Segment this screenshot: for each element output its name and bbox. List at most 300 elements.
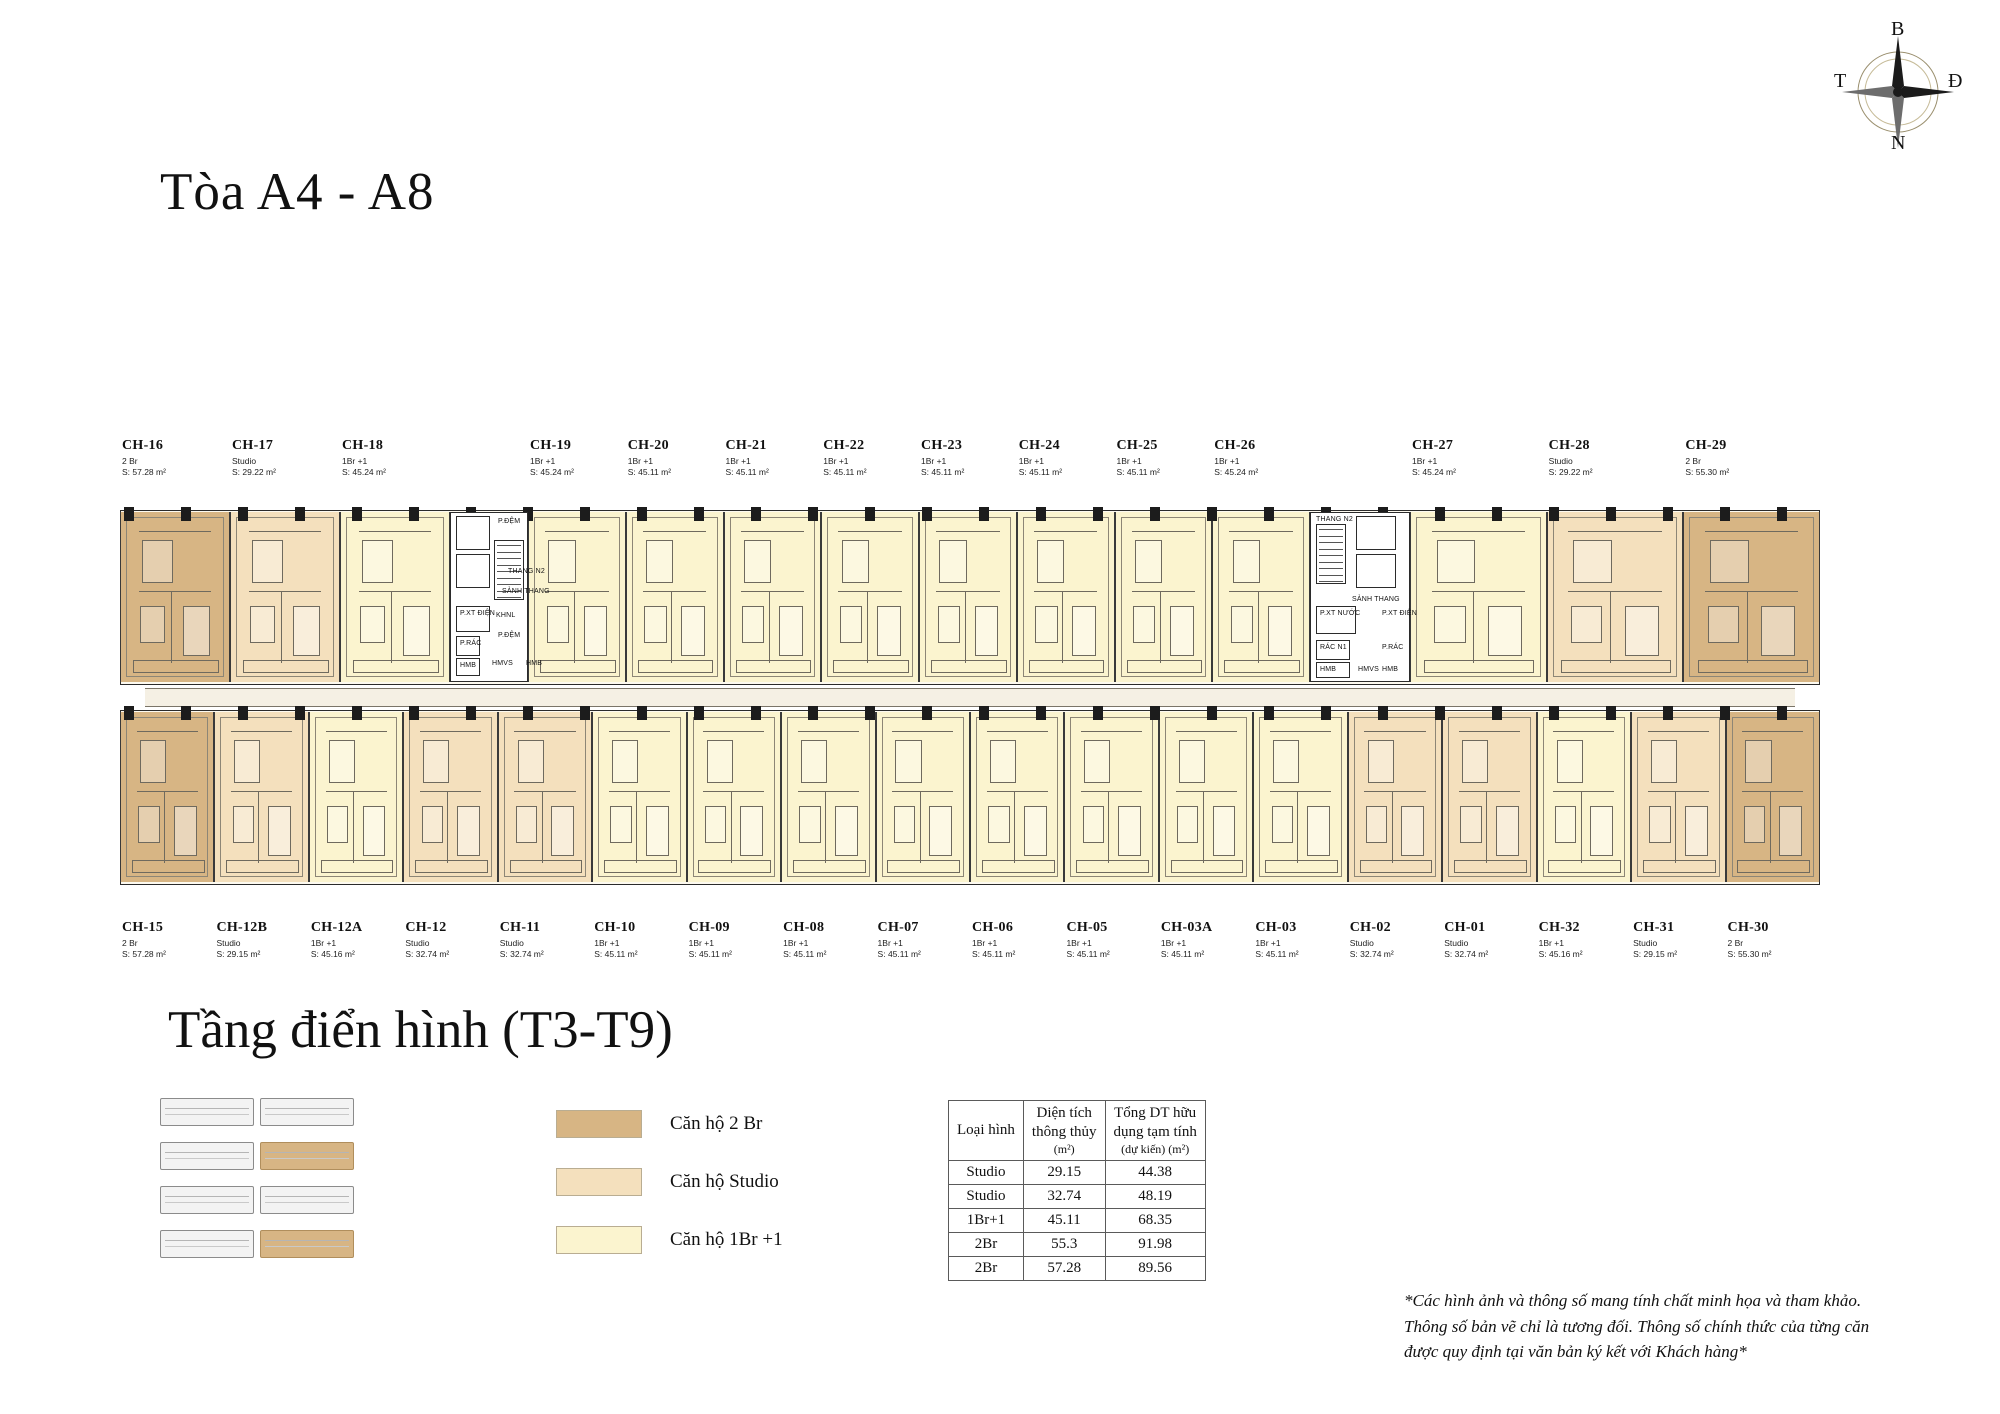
unit-outline xyxy=(126,517,224,677)
header-line: dụng tạm tính xyxy=(1113,1123,1197,1140)
unit-cell-ch-29[interactable] xyxy=(1683,512,1820,682)
key-plan-block-highlighted[interactable] xyxy=(260,1142,354,1170)
unit-cell-ch-30[interactable] xyxy=(1726,712,1820,882)
balcony-area xyxy=(1424,660,1534,673)
unit-cell-ch-06[interactable] xyxy=(970,712,1064,882)
bedroom-area xyxy=(1135,540,1162,583)
unit-outline xyxy=(126,717,208,877)
partition-wall xyxy=(741,591,805,592)
legend-label-2br: Căn hộ 2 Br xyxy=(670,1113,763,1134)
partition-wall xyxy=(545,591,609,592)
unit-outline xyxy=(504,717,586,877)
unit-type: 1Br +1 xyxy=(1160,938,1187,948)
unit-cell-ch-24[interactable] xyxy=(1017,512,1115,682)
legend-item xyxy=(556,1168,783,1196)
unit-cell-ch-21[interactable] xyxy=(724,512,822,682)
structural-pillar xyxy=(1435,706,1445,720)
partition-wall xyxy=(231,731,292,732)
unit-outline xyxy=(827,517,913,677)
structural-pillar xyxy=(238,507,248,521)
structural-pillar xyxy=(1093,507,1103,521)
balcony-area xyxy=(1643,860,1716,873)
unit-cell-ch-18[interactable] xyxy=(340,512,450,682)
bedroom-area xyxy=(1368,740,1394,783)
structural-pillar xyxy=(979,706,989,720)
unit-cell-ch-19[interactable] xyxy=(528,512,626,682)
bedroom-area xyxy=(1710,540,1749,583)
left-stair-label: THANG N2 xyxy=(508,568,545,575)
bathroom-area xyxy=(835,806,858,855)
unit-cell-ch-12[interactable] xyxy=(403,712,497,882)
bedroom-area xyxy=(234,740,260,783)
structural-pillar xyxy=(523,706,533,720)
key-plan-block-highlighted[interactable] xyxy=(260,1230,354,1258)
left-elevator-2 xyxy=(456,554,490,588)
unit-type: Studio xyxy=(1444,938,1469,948)
structural-pillar xyxy=(181,507,191,521)
structural-pillar xyxy=(637,706,647,720)
bathroom-area xyxy=(293,606,320,655)
key-plan-tick xyxy=(165,1196,249,1197)
right-elevator-2 xyxy=(1356,554,1396,588)
unit-cell-ch-03a[interactable] xyxy=(1159,712,1253,882)
kitchen-area xyxy=(1035,606,1057,643)
unit-cell-ch-16[interactable] xyxy=(120,512,230,682)
structural-pillar xyxy=(1663,507,1673,521)
kitchen-area xyxy=(894,806,915,843)
partition-wall xyxy=(1081,731,1142,732)
key-plan-row xyxy=(160,1230,360,1256)
structural-pillar xyxy=(1492,706,1502,720)
unit-type: 1Br +1 xyxy=(1412,456,1438,466)
bathroom-area xyxy=(1268,606,1292,655)
key-plan-tick xyxy=(265,1158,349,1159)
structural-pillar xyxy=(409,706,419,720)
kitchen-area xyxy=(938,606,960,643)
structural-pillar xyxy=(352,507,362,521)
partition-wall xyxy=(609,791,670,792)
cell-net-area: 29.15 xyxy=(1023,1160,1105,1184)
unit-area: S: 45.11 m² xyxy=(1066,949,1110,959)
balcony-area xyxy=(243,660,329,673)
partition-wall xyxy=(936,531,1000,532)
bathroom-area xyxy=(929,806,952,855)
unit-cell-ch-11[interactable] xyxy=(498,712,592,882)
key-plan-block[interactable] xyxy=(260,1186,354,1214)
partition-wall xyxy=(965,591,966,664)
unit-cell-ch-12b[interactable] xyxy=(214,712,308,882)
unit-cell-ch-28[interactable] xyxy=(1547,512,1684,682)
legend-swatch-studio xyxy=(556,1168,642,1196)
legend xyxy=(556,1110,783,1284)
structural-pillar xyxy=(1207,706,1217,720)
structural-pillar xyxy=(466,706,476,720)
right-stair xyxy=(1316,524,1346,584)
unit-code: CH-27 xyxy=(1412,438,1454,453)
balcony-area xyxy=(887,860,960,873)
unit-type: 2 Br xyxy=(1727,938,1744,948)
unit-area: S: 45.11 m² xyxy=(877,949,921,959)
structural-pillar xyxy=(1150,507,1160,521)
kitchen-area xyxy=(1744,806,1765,843)
partition-wall xyxy=(643,531,707,532)
unit-cell-ch-10[interactable] xyxy=(592,712,686,882)
key-plan-block[interactable] xyxy=(160,1142,254,1170)
central-corridor xyxy=(145,688,1795,707)
structural-pillar xyxy=(1435,507,1445,521)
structural-pillar xyxy=(922,706,932,720)
unit-code: CH-11 xyxy=(499,920,541,935)
structural-pillar xyxy=(1663,706,1673,720)
structural-pillar xyxy=(694,507,704,521)
bedroom-area xyxy=(362,540,393,583)
bathroom-area xyxy=(1307,806,1330,855)
bedroom-area xyxy=(1573,540,1612,583)
right-prac-label: P.RÁC xyxy=(1382,644,1404,651)
kitchen-area xyxy=(840,606,862,643)
unit-cell-ch-31[interactable] xyxy=(1631,712,1725,882)
unit-type: 1Br +1 xyxy=(627,456,654,466)
structural-pillar xyxy=(1549,706,1559,720)
bedroom-area xyxy=(1437,540,1476,583)
unit-outline xyxy=(632,517,718,677)
partition-wall xyxy=(249,591,322,592)
key-plan-tick xyxy=(165,1114,249,1115)
bathroom-area xyxy=(584,606,608,655)
bedroom-area xyxy=(140,740,166,783)
unit-label-ch-30 xyxy=(1728,920,1838,959)
balcony-area xyxy=(604,860,677,873)
partition-wall xyxy=(514,731,575,732)
unit-code: CH-26 xyxy=(1214,438,1256,453)
unit-cell-ch-09[interactable] xyxy=(687,712,781,882)
table-row xyxy=(949,1256,1206,1280)
unit-outline xyxy=(1023,517,1109,677)
partition-wall xyxy=(281,591,282,664)
structural-pillar xyxy=(1036,507,1046,521)
structural-pillar xyxy=(238,706,248,720)
unit-area: S: 45.11 m² xyxy=(1160,949,1205,959)
unit-type: 1Br +1 xyxy=(1116,456,1142,466)
bathroom-area xyxy=(174,806,197,855)
kitchen-area xyxy=(1083,806,1104,843)
structural-pillar xyxy=(1093,706,1103,720)
unit-cell-ch-23[interactable] xyxy=(919,512,1017,682)
key-plan xyxy=(160,1098,360,1278)
kitchen-area xyxy=(610,806,631,843)
kitchen-area xyxy=(250,606,275,643)
bathroom-area xyxy=(551,806,574,855)
unit-code: CH-07 xyxy=(877,920,919,935)
kitchen-area xyxy=(327,806,348,843)
partition-wall xyxy=(139,531,212,532)
unit-area: S: 32.74 m² xyxy=(1444,949,1489,959)
partition-wall xyxy=(1648,791,1709,792)
partition-wall xyxy=(137,791,198,792)
unit-code: CH-22 xyxy=(823,438,865,453)
left-khnl-label: KHNL xyxy=(496,612,516,619)
unit-type: Studio xyxy=(1548,456,1573,466)
structural-pillar xyxy=(694,706,704,720)
unit-label-ch-17 xyxy=(232,438,342,477)
bathroom-area xyxy=(1488,606,1522,655)
partition-wall xyxy=(1459,731,1520,732)
unit-type: 1Br +1 xyxy=(1538,938,1564,948)
key-plan-row xyxy=(160,1098,360,1124)
bathroom-area xyxy=(877,606,901,655)
unit-cell-ch-05[interactable] xyxy=(1064,712,1158,882)
unit-area: S: 45.11 m² xyxy=(823,467,867,477)
kitchen-area xyxy=(644,606,666,643)
right-elevator-1 xyxy=(1356,516,1396,550)
unit-type: 1Br +1 xyxy=(725,456,751,466)
partition-wall xyxy=(1581,791,1582,864)
kitchen-area xyxy=(547,606,569,643)
partition-wall xyxy=(1392,791,1393,864)
unit-labels-bottom xyxy=(0,920,2000,980)
unit-type: Studio xyxy=(216,938,241,948)
kitchen-area xyxy=(1708,606,1739,643)
structural-pillar xyxy=(1549,507,1559,521)
unit-area: S: 57.28 m² xyxy=(122,949,166,959)
balcony-area xyxy=(1454,860,1527,873)
right-lobby-label: SẢNH THANG xyxy=(1352,596,1400,603)
key-plan-block[interactable] xyxy=(160,1230,254,1258)
unit-outline xyxy=(346,517,444,677)
partition-wall xyxy=(1176,791,1237,792)
partition-wall xyxy=(171,591,172,664)
key-plan-tick xyxy=(165,1152,249,1153)
kitchen-area xyxy=(1231,606,1253,643)
structural-pillar xyxy=(1606,507,1616,521)
unit-type: 1Br +1 xyxy=(972,938,998,948)
unit-type: 1Br +1 xyxy=(823,456,849,466)
balcony-area xyxy=(736,660,812,673)
partition-wall xyxy=(1364,731,1425,732)
structural-pillar xyxy=(751,706,761,720)
unit-cell-ch-12a[interactable] xyxy=(309,712,403,882)
bedroom-area xyxy=(1651,740,1677,783)
key-plan-block[interactable] xyxy=(160,1186,254,1214)
floor-plan-drawing xyxy=(120,510,1820,910)
unit-code: CH-08 xyxy=(783,920,825,935)
partition-wall xyxy=(1364,791,1425,792)
kitchen-area xyxy=(138,806,159,843)
unit-cell-ch-03[interactable] xyxy=(1253,712,1347,882)
unit-area: S: 32.74 m² xyxy=(499,949,544,959)
kitchen-area xyxy=(1555,806,1576,843)
header-line: (dự kiến) (m²) xyxy=(1121,1141,1190,1156)
cell-type: 1Br+1 xyxy=(949,1208,1024,1232)
unit-outline xyxy=(1218,517,1304,677)
unit-area: S: 45.16 m² xyxy=(310,949,355,959)
key-plan-block[interactable] xyxy=(160,1098,254,1126)
unit-area: S: 29.15 m² xyxy=(1633,949,1678,959)
balcony-area xyxy=(1029,660,1105,673)
partition-wall xyxy=(391,591,392,664)
partition-wall xyxy=(1132,531,1196,532)
unit-cell-ch-26[interactable] xyxy=(1212,512,1310,682)
partition-wall xyxy=(1034,591,1098,592)
structural-pillar xyxy=(580,507,590,521)
unit-outline xyxy=(1637,717,1719,877)
unit-code: CH-12A xyxy=(310,920,363,935)
unit-outline xyxy=(1259,717,1341,877)
bedroom-area xyxy=(518,740,544,783)
bathroom-area xyxy=(1024,806,1047,855)
cell-net-area: 57.28 xyxy=(1023,1256,1105,1280)
table-header-total-area xyxy=(1105,1101,1205,1161)
unit-outline xyxy=(598,717,680,877)
partition-wall xyxy=(359,591,432,592)
bedroom-area xyxy=(1745,740,1771,783)
unit-label-ch-24 xyxy=(1019,438,1129,477)
partition-wall xyxy=(731,791,732,864)
compass-label-south: N xyxy=(1891,132,1906,154)
partition-wall xyxy=(838,531,902,532)
key-plan-block[interactable] xyxy=(260,1098,354,1126)
area-spec-table xyxy=(948,1100,1206,1281)
unit-type: 1Br +1 xyxy=(310,938,337,948)
structural-pillar xyxy=(1777,706,1787,720)
unit-type: 1Br +1 xyxy=(783,938,809,948)
unit-outline xyxy=(1354,717,1436,877)
partition-wall xyxy=(1432,531,1525,532)
partition-wall xyxy=(545,531,609,532)
partition-wall xyxy=(1062,591,1063,664)
partition-wall xyxy=(1473,591,1474,664)
bathroom-area xyxy=(1170,606,1194,655)
kitchen-area xyxy=(1272,806,1293,843)
balcony-area xyxy=(1698,660,1808,673)
partition-wall xyxy=(703,791,764,792)
unit-outline xyxy=(925,517,1011,677)
floor-title: Tầng điển hình (T3-T9) xyxy=(168,1001,673,1059)
bathroom-area xyxy=(1779,806,1802,855)
partition-wall xyxy=(1568,591,1661,592)
partition-wall xyxy=(1553,791,1614,792)
unit-type: 1Br +1 xyxy=(921,456,947,466)
unit-cell-ch-25[interactable] xyxy=(1115,512,1213,682)
partition-wall xyxy=(936,591,1000,592)
structural-pillar xyxy=(1777,507,1787,521)
unit-code: CH-19 xyxy=(530,438,572,453)
legend-item xyxy=(556,1226,783,1254)
unit-cell-ch-22[interactable] xyxy=(821,512,919,682)
unit-area: S: 29.15 m² xyxy=(216,949,261,959)
bathroom-area xyxy=(1590,806,1613,855)
right-hmb-label: HMB xyxy=(1320,666,1337,673)
unit-cell-ch-20[interactable] xyxy=(626,512,724,682)
structural-pillar xyxy=(1720,706,1730,720)
table-row xyxy=(949,1160,1206,1184)
structural-pillar xyxy=(979,507,989,521)
table-row xyxy=(949,1184,1206,1208)
compass-label-west: T xyxy=(1834,70,1847,92)
unit-type: 1Br +1 xyxy=(530,456,556,466)
unit-code: CH-15 xyxy=(122,920,164,935)
left-pdem2-label: P.ĐỆM xyxy=(498,518,521,525)
bathroom-area xyxy=(1118,806,1141,855)
structural-pillar xyxy=(1492,507,1502,521)
partition-wall xyxy=(609,731,670,732)
cell-type: Studio xyxy=(949,1184,1024,1208)
balcony-area xyxy=(1076,860,1149,873)
unit-cell-ch-07[interactable] xyxy=(876,712,970,882)
left-hmb-label: HMB xyxy=(460,662,477,669)
structural-pillar xyxy=(181,706,191,720)
unit-code: CH-09 xyxy=(688,920,730,935)
unit-area: S: 45.24 m² xyxy=(1214,467,1259,477)
balcony-area xyxy=(698,860,771,873)
unit-outline xyxy=(1732,717,1814,877)
bathroom-area xyxy=(363,806,386,855)
unit-cell-ch-02[interactable] xyxy=(1348,712,1442,882)
unit-cell-ch-17[interactable] xyxy=(230,512,340,682)
partition-wall xyxy=(447,791,448,864)
unit-area: S: 45.11 m² xyxy=(725,467,769,477)
partition-wall xyxy=(542,791,543,864)
bedroom-area xyxy=(707,740,733,783)
bedroom-area xyxy=(1233,540,1260,583)
bedroom-area xyxy=(1179,740,1205,783)
key-plan-tick xyxy=(265,1202,349,1203)
partition-wall xyxy=(1034,531,1098,532)
right-rac-label: RÁC N1 xyxy=(1320,644,1347,651)
kitchen-area xyxy=(988,806,1009,843)
unit-cell-ch-27[interactable] xyxy=(1410,512,1547,682)
disclaimer-note: *Các hình ảnh và thông số mang tính chất minh họa và tham khảo. Thông số bản vẽ chỉ là tương đối. Thông số chính thức của từng căn được quy định tại văn bản ký kết với Khách hàng* xyxy=(1404,1291,1870,1361)
partition-wall xyxy=(258,791,259,864)
unit-area: S: 29.22 m² xyxy=(232,467,276,477)
unit-cell-ch-08[interactable] xyxy=(781,712,875,882)
right-hmb2-label: HMB xyxy=(1382,666,1399,673)
unit-code: CH-12B xyxy=(216,920,268,935)
unit-code: CH-17 xyxy=(232,438,274,453)
partition-wall xyxy=(798,731,859,732)
partition-wall xyxy=(703,731,764,732)
header-line: Diện tích xyxy=(1036,1105,1092,1121)
unit-cell-ch-01[interactable] xyxy=(1442,712,1536,882)
partition-wall xyxy=(164,791,165,864)
unit-code: CH-16 xyxy=(122,438,164,453)
unit-outline xyxy=(1448,717,1530,877)
partition-wall xyxy=(1610,591,1611,664)
partition-wall xyxy=(1432,591,1525,592)
unit-outline xyxy=(1416,517,1541,677)
partition-wall xyxy=(1176,731,1237,732)
unit-outline xyxy=(976,717,1058,877)
unit-outline xyxy=(882,717,964,877)
bathroom-area xyxy=(1625,606,1659,655)
unit-code: CH-06 xyxy=(972,920,1014,935)
compass-label-east: Đ xyxy=(1948,70,1963,92)
partition-wall xyxy=(1160,591,1161,664)
unit-label-ch-16 xyxy=(122,438,232,477)
kitchen-area xyxy=(705,806,726,843)
unit-label-ch-19 xyxy=(530,438,640,477)
legend-item xyxy=(556,1110,783,1138)
partition-wall xyxy=(1770,791,1771,864)
unit-code: CH-21 xyxy=(725,438,767,453)
unit-cell-ch-32[interactable] xyxy=(1537,712,1631,882)
balcony-area xyxy=(982,860,1055,873)
left-hmvs-label: HMVS xyxy=(492,660,514,667)
partition-wall xyxy=(359,531,432,532)
partition-wall xyxy=(1081,791,1142,792)
unit-cell-ch-15[interactable] xyxy=(120,712,214,882)
unit-outline xyxy=(1553,517,1678,677)
